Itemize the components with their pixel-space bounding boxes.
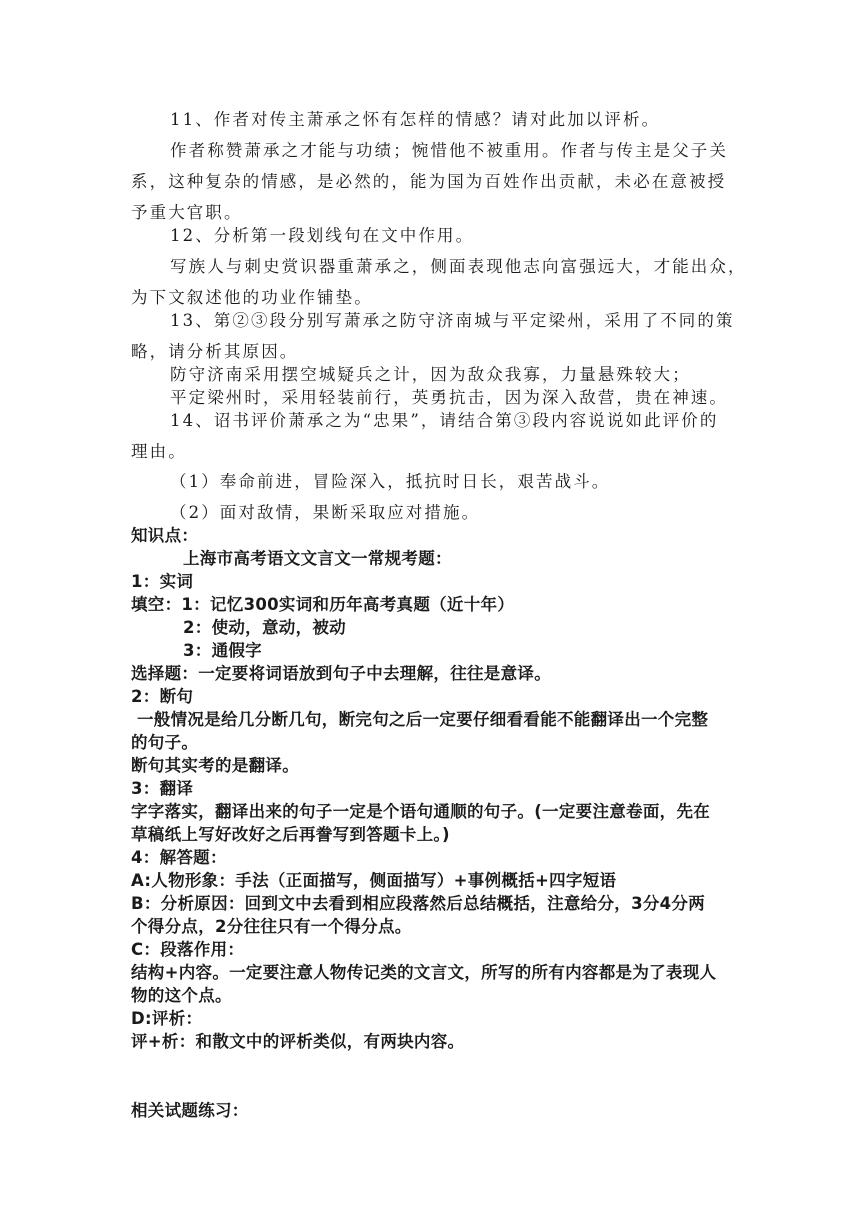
bold-line: C：段落作用： [131,940,245,959]
serif-line: 12、分析第一段划线句在文中作用。 [170,226,475,245]
bold-line: 知识点： [131,526,199,545]
bold-line: A:人物形象：手法（正面描写，侧面描写）+事例概括+四字短语 [131,871,617,890]
serif-line: 略，请分析其原因。 [131,342,299,361]
bold-line: 填空：1：记忆300实词和历年高考真题（近十年） [131,595,515,614]
serif-line: 平定梁州时，采用轻装前行，英勇抗击，因为深入敌营，贵在神速。 [170,388,728,407]
bold-line: 选择题：一定要将词语放到句子中去理解，往往是意译。 [131,664,551,683]
bold-line: B：分析原因：回到文中去看到相应段落然后总结概括，注意给分，3分4分两 [131,894,706,913]
bold-line: 4：解答题： [131,848,227,867]
serif-line: 14、诏书评价萧承之为“忠果”，请结合第③段内容说说如此评价的 [170,411,719,430]
serif-line: 作者称赞萧承之才能与功绩；惋惜他不被重用。作者与传主是父子关 [170,141,728,160]
serif-line: 13、第②③段分别写萧承之防守济南城与平定梁州，采用了不同的策 [170,311,735,330]
bold-line: 评+析：和散文中的评析类似，有两块内容。 [131,1032,465,1051]
bold-line: 相关试题练习： [131,1101,249,1120]
serif-line: 为下文叙述他的功业作铺垫。 [131,288,373,307]
serif-line: （1）奉命前进，冒险深入，抵抗时日长，艰苦战斗。 [170,472,611,491]
serif-line: 系，这种复杂的情感，是必然的，能为国为百姓作出贡献，未必在意被授 [131,172,727,191]
bold-line: 个得分点，2分往往只有一个得分点。 [131,917,412,936]
serif-line: 11、作者对传主萧承之怀有怎样的情感？请对此加以评析。 [170,110,661,129]
bold-line: 上海市高考语文文言文一常规考题： [183,549,452,568]
bold-line: 2：断句 [131,687,194,706]
bold-line: 2：使动，意动，被动 [183,618,346,637]
bold-line: 1：实词 [131,572,194,591]
serif-line: 防守济南采用摆空城疑兵之计，因为敌众我寡，力量悬殊较大； [170,365,691,384]
bold-line: 的句子。 [131,733,199,752]
bold-line: 断句其实考的是翻译。 [131,756,299,775]
serif-line: （2）面对敌情，果断采取应对措施。 [170,503,481,522]
bold-line: D:评析： [131,1009,203,1028]
bold-line: 物的这个点。 [131,986,232,1005]
bold-line: 字字落实，翻译出来的句子一定是个语句通顺的句子。(一定要注意卷面，先在 [131,802,711,821]
serif-line: 写族人与刺史赏识器重萧承之，侧面表现他志向富强远大，才能出众， [170,257,747,276]
serif-line: 理由。 [131,442,187,461]
bold-line: 草稿纸上写好改好之后再誊写到答题卡上。) [131,825,450,844]
bold-line: 3：通假字 [183,641,262,660]
bold-line: 结构+内容。一定要注意人物传记类的文言文，所写的所有内容都是为了表现人 [131,963,717,982]
bold-line: 一般情况是给几分断几句，断完句之后一定要仔细看看能不能翻译出一个完整 [137,710,709,729]
bold-line: 3：翻译 [131,779,194,798]
serif-line: 予重大官职。 [131,203,243,222]
